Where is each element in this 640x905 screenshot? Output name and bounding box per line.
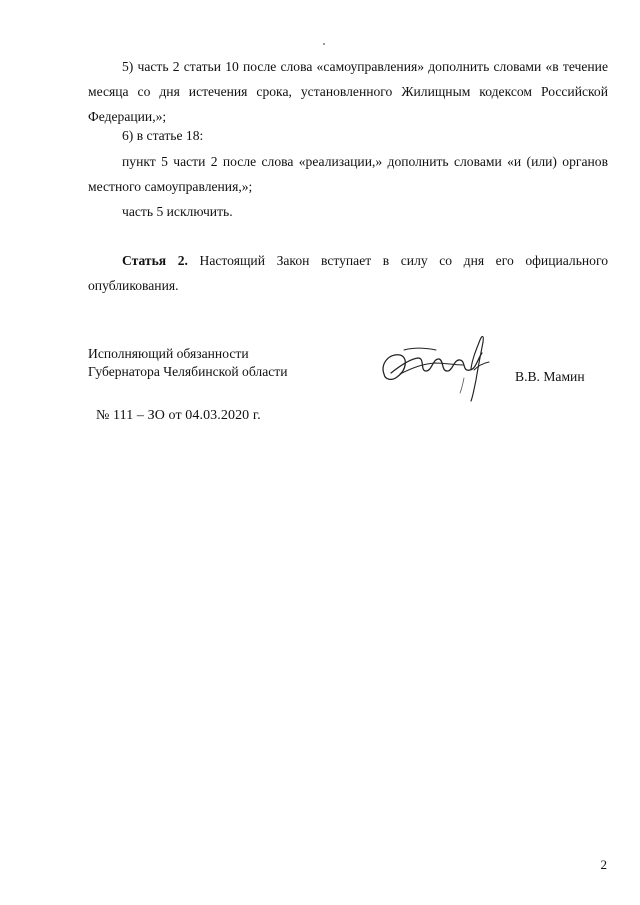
page-number: 2: [600, 857, 607, 872]
item-6-point-text: пункт 5 части 2 после слова «реализации,» дополнить словами «и (или) органов местного самоуправления,»;: [88, 154, 608, 194]
law-registration-reference: № 111 – ЗО от 04.03.2020 г.: [96, 408, 261, 423]
item-6-heading: 6) в статье 18:: [122, 128, 204, 143]
signatory-title-line-1: Исполняющий обязанности: [88, 346, 249, 361]
item-5-continuation: «в течение месяца со дня истечения срока, установленного Жилищным кодексом Российской Федерации,»;: [88, 59, 608, 124]
item-5-first-line: 5) часть 2 статьи 10 после слова «самоуправления» дополнить словами: [122, 59, 542, 74]
article-2-text: Настоящий Закон вступает в силу со дня его официального опубликования.: [88, 253, 608, 293]
signatory-title-line-2: Губернатора Челябинской области: [88, 364, 288, 379]
article-2-paragraph: [88, 248, 608, 298]
scan-speck: [323, 43, 325, 45]
handwritten-signature-icon: [376, 335, 494, 403]
article-2-label: Статья 2.: [122, 253, 188, 268]
signatory-name: В.В. Мамин: [515, 369, 585, 384]
item-6-exclusion-text: часть 5 исключить.: [122, 204, 233, 219]
item-5-paragraph: [88, 54, 608, 129]
